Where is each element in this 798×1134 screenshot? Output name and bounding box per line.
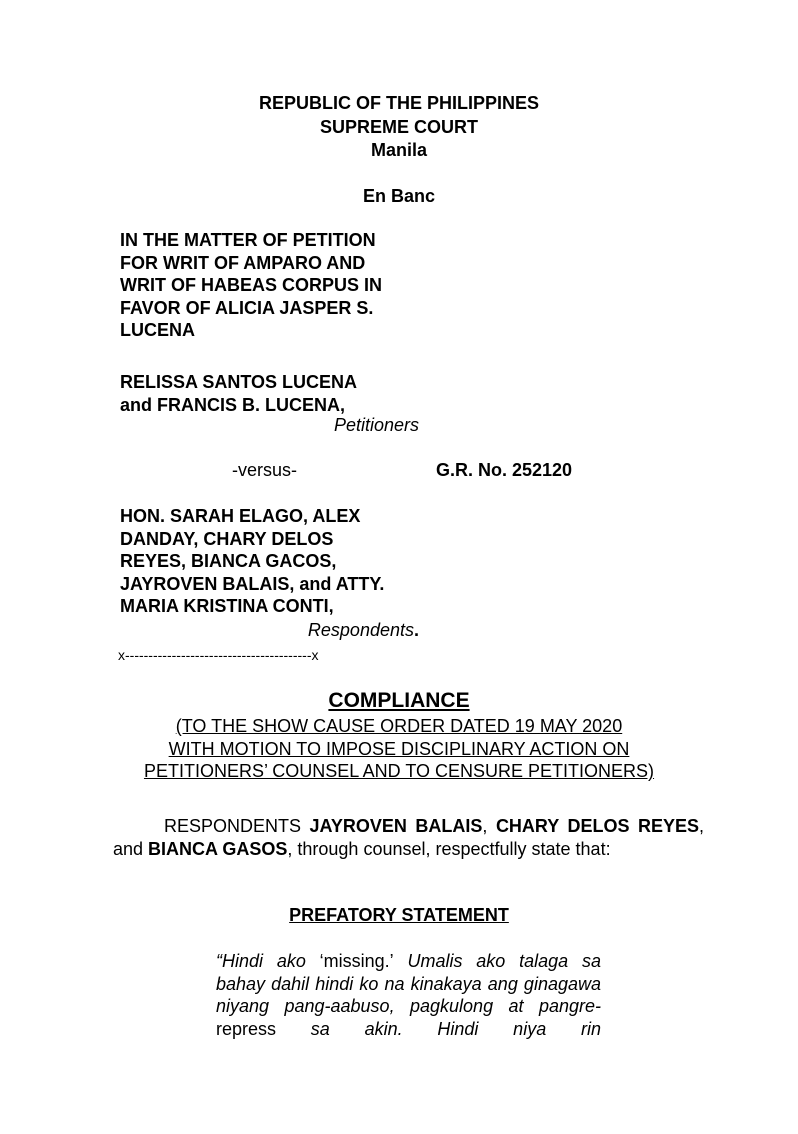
subtitle-line: PETITIONERS’ COUNSEL AND TO CENSURE PETITIONERS) — [143, 761, 655, 781]
intro-text: RESPONDENTS — [164, 816, 310, 836]
caption-divider: x----------------------------------------x — [118, 647, 319, 663]
respondent-name: JAYROVEN BALAIS — [309, 816, 483, 836]
respondent-name: CHARY DELOS REYES — [495, 816, 699, 836]
subtitle-line: WITH MOTION TO IMPOSE DISCIPLINARY ACTION ON — [168, 738, 630, 759]
respondent-line: DANDAY, CHARY DELOS — [120, 528, 334, 549]
subtitle-line: (TO THE SHOW CAUSE ORDER DATED 19 MAY 2020 — [175, 716, 623, 736]
document-subtitle — [0, 715, 798, 783]
versus-label: -versus- — [232, 460, 298, 480]
respondent-line: REYES, BIANCA GACOS, — [120, 551, 337, 571]
block-quote — [216, 950, 601, 1040]
quote-text: sa akin. Hindi niya rin — [276, 1018, 601, 1039]
section-heading: PREFATORY STATEMENT — [289, 905, 509, 925]
matter-line: IN THE MATTER OF PETITION — [120, 230, 376, 250]
petitioner-line: and FRANCIS B. LUCENA, — [120, 394, 345, 415]
matter-line: LUCENA — [120, 320, 195, 340]
matter-line: FAVOR OF ALICIA JASPER S. — [120, 297, 374, 318]
respondent-line: JAYROVEN BALAIS, and ATTY. — [120, 573, 385, 594]
quote-text: “Hindi ako — [216, 951, 320, 971]
gr-number: G.R. No. 252120 — [436, 460, 573, 480]
respondents-names — [120, 505, 419, 618]
petitioners-label: Petitioners — [333, 415, 419, 435]
document-title: COMPLIANCE — [328, 689, 470, 712]
petitioners-names — [120, 371, 416, 416]
intro-text: , — [482, 816, 496, 836]
quote-text: repress — [216, 1018, 277, 1039]
petitioner-line: RELISSA SANTOS LUCENA — [120, 372, 358, 392]
respondent-line: HON. SARAH ELAGO, ALEX — [120, 506, 361, 526]
intro-text: , through counsel, respectfully state that: — [287, 838, 611, 859]
matter-line: FOR WRIT OF AMPARO AND — [120, 252, 366, 273]
court-city: Manila — [370, 140, 427, 160]
intro-text: , and — [113, 816, 704, 859]
quote-text: Umalis ako talaga sa bahay dahil hindi ko na kinakaya ang ginagawa niyang pang-aabuso, pagkulong at pangre- — [216, 951, 601, 1016]
respondents-label — [120, 619, 419, 642]
intro-paragraph — [113, 815, 704, 860]
division-label: En Banc — [362, 186, 436, 206]
respondent-line: MARIA KRISTINA CONTI, — [120, 596, 334, 616]
quote-text: ‘missing.’ — [319, 951, 394, 971]
court-header — [0, 92, 798, 163]
matter-line: WRIT OF HABEAS CORPUS IN — [120, 275, 383, 295]
court-name: SUPREME COURT — [319, 116, 478, 137]
respondents-period: . — [413, 620, 419, 640]
respondents-label-text: Respondents — [307, 620, 414, 640]
republic-line: REPUBLIC OF THE PHILIPPINES — [258, 93, 540, 113]
respondent-name: BIANCA GASOS — [148, 838, 288, 859]
case-matter — [120, 229, 416, 342]
